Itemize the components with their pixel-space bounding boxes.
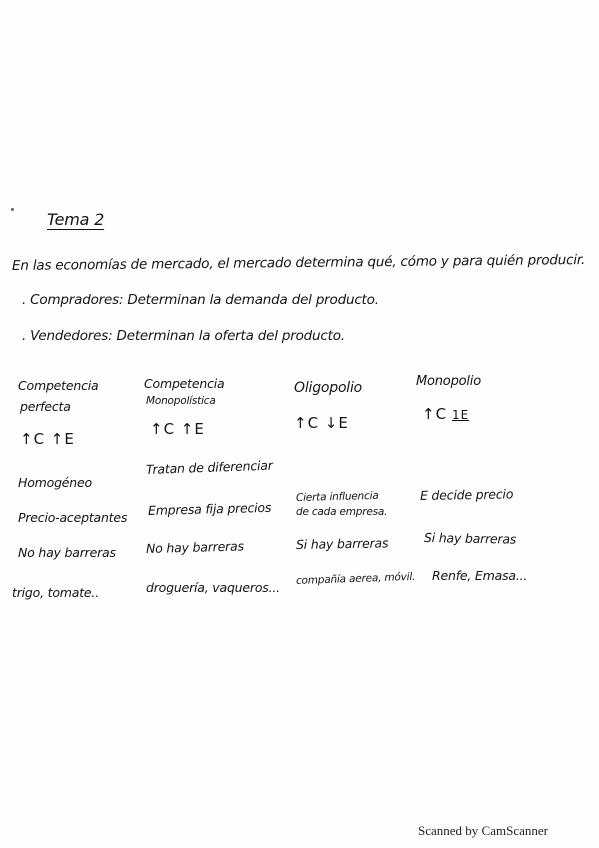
col1-row-product: Homogéneo [18, 475, 92, 490]
bullet-compradores: . Compradores: Determinan la demanda del producto. [22, 292, 379, 308]
col3-header: Oligopolio [294, 380, 363, 396]
col4-arrow-c: ↑C [422, 405, 448, 423]
col2-row-price: Empresa fija precios [147, 499, 272, 518]
col3-arrows: ↑C ↓E [294, 414, 349, 432]
col1-header-line2: perfecta [20, 399, 71, 414]
col3-row-barriers: Si hay barreras [295, 535, 389, 552]
col2-row-examples: droguería, vaqueros... [146, 580, 280, 595]
col2-row-product: Tratan de diferenciar [145, 457, 273, 477]
col3-row-examples: compañía aerea, móvil. [295, 570, 416, 587]
col4-arrows [422, 404, 469, 423]
col2-header-line2: Monopolística [146, 395, 216, 407]
col4-row-examples: Renfe, Emasa... [432, 568, 528, 583]
col4-row-barriers: Si hay barreras [423, 530, 517, 547]
col4-row-price: E decide precio [419, 486, 514, 503]
col2-arrows: ↑C ↑E [150, 420, 205, 438]
scan-speck [11, 208, 14, 211]
col1-row-barriers: No hay barreras [18, 545, 116, 560]
page-title: Tema 2 [47, 210, 105, 229]
intro-line: En las economías de mercado, el mercado determina qué, cómo y para quién producir. [11, 251, 586, 274]
col2-header-line1: Competencia [144, 376, 225, 391]
col1-row-price: Precio-aceptantes [18, 510, 128, 525]
col3-row-price-line1: Cierta influencia [295, 489, 379, 504]
scanner-watermark: Scanned by CamScanner [418, 823, 548, 838]
col4-arrow-e-underlined: 1E [451, 408, 470, 422]
col3-row-price-line2: de cada empresa. [296, 506, 388, 518]
col1-header-line1: Competencia [18, 378, 99, 393]
col2-row-barriers: No hay barreras [145, 538, 244, 556]
col4-header: Monopolio [416, 374, 481, 389]
col1-row-examples: trigo, tomate.. [12, 585, 99, 600]
bullet-vendedores: . Vendedores: Determinan la oferta del producto. [22, 328, 345, 344]
col1-arrows: ↑C ↑E [20, 430, 75, 448]
